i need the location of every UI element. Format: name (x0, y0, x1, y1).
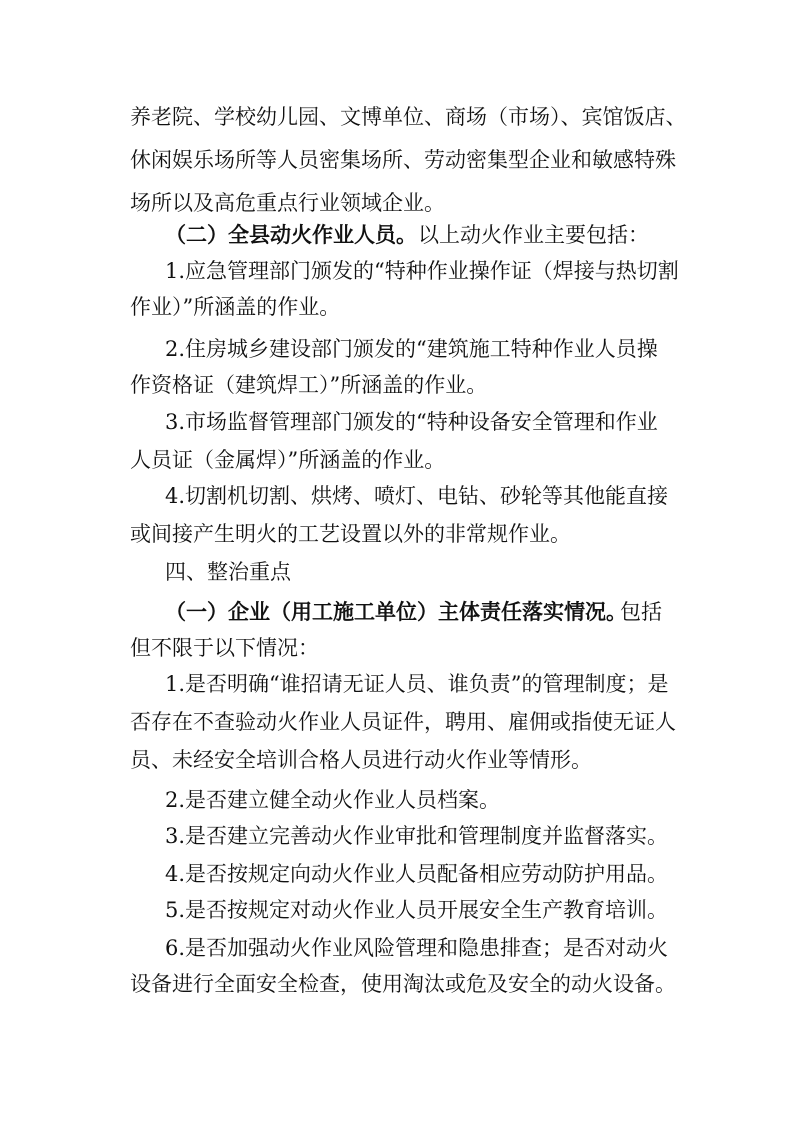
paragraph-line (0, 740, 793, 780)
paragraph-line (0, 854, 793, 894)
section-heading: 四、整治重点 (165, 560, 291, 584)
text-run: 但不限于以下情况： (130, 636, 319, 660)
text-run: 2.是否建立健全动火作业人员档案。 (165, 788, 501, 812)
subheading-bold: （一）企业（用工施工单位）主体责任落实情况。 (165, 599, 627, 624)
text-run: 3.是否建立完善动火作业审批和管理制度并监督落实。 (165, 824, 669, 848)
paragraph-line (0, 664, 793, 704)
subheading-continuation: 以上动火作业主要包括： (418, 223, 649, 247)
paragraph-line (0, 440, 793, 480)
text-run: 4.是否按规定向动火作业人员配备相应劳动防护用品。 (165, 862, 669, 886)
paragraph-line (0, 816, 793, 856)
paragraph-line (0, 628, 793, 668)
text-run: 否存在不查验动火作业人员证件，聘用、雇佣或指使无证人 (130, 710, 676, 734)
subheading-bold: （二）全县动火作业人员。 (165, 222, 417, 247)
paragraph-line (0, 97, 793, 137)
section-heading-line (0, 552, 793, 592)
text-run: 设备进行全面安全检查，使用淘汰或危及安全的动火设备。 (130, 972, 676, 996)
text-run: 或间接产生明火的工艺设置以外的非常规作业。 (130, 522, 571, 546)
text-run: 休闲娱乐场所等人员密集场所、劳动密集型企业和敏感特殊 (130, 148, 676, 172)
text-run: 作资格证（建筑焊工）”所涵盖的作业。 (130, 373, 488, 397)
text-run: 2.住房城乡建设部门颁发的“建筑施工特种作业人员操 (165, 337, 658, 361)
paragraph-line (0, 702, 793, 742)
paragraph-line (0, 964, 793, 1004)
text-run: 员、未经安全培训合格人员进行动火作业等情形。 (130, 748, 592, 772)
text-run: 场所以及高危重点行业领域企业。 (130, 191, 445, 215)
paragraph-line (0, 928, 793, 968)
text-run: 3.市场监督管理部门颁发的“特种设备安全管理和作业 (165, 410, 658, 434)
text-run: 养老院、学校幼儿园、文博单位、商场（市场）、宾馆饭店、 (130, 105, 687, 129)
subheading-continuation: 包括 (620, 600, 662, 624)
paragraph-line (0, 476, 793, 516)
text-run: 4.切割机切割、烘烤、喷灯、电钻、砂轮等其他能直接 (165, 484, 669, 508)
paragraph-line (0, 780, 793, 820)
paragraph-line (0, 890, 793, 930)
paragraph-line (0, 402, 793, 442)
section-heading-line (0, 592, 793, 632)
paragraph-line (0, 365, 793, 405)
paragraph-line (0, 329, 793, 369)
text-run: 1.应急管理部门颁发的“特种作业操作证（焊接与热切割 (165, 259, 679, 283)
text-run: 人员证（金属焊）”所涵盖的作业。 (130, 448, 446, 472)
paragraph-line (0, 287, 793, 327)
text-run: 1.是否明确“谁招请无证人员、谁负责”的管理制度；是 (165, 672, 669, 696)
text-run: 作业）”所涵盖的作业。 (130, 295, 341, 319)
text-run: 6.是否加强动火作业风险管理和隐患排查；是否对动火 (165, 936, 669, 960)
paragraph-line (0, 514, 793, 554)
paragraph-line (0, 251, 793, 291)
paragraph-line (0, 140, 793, 180)
text-run: 5.是否按规定对动火作业人员开展安全生产教育培训。 (165, 898, 669, 922)
section-heading-line (0, 215, 793, 255)
